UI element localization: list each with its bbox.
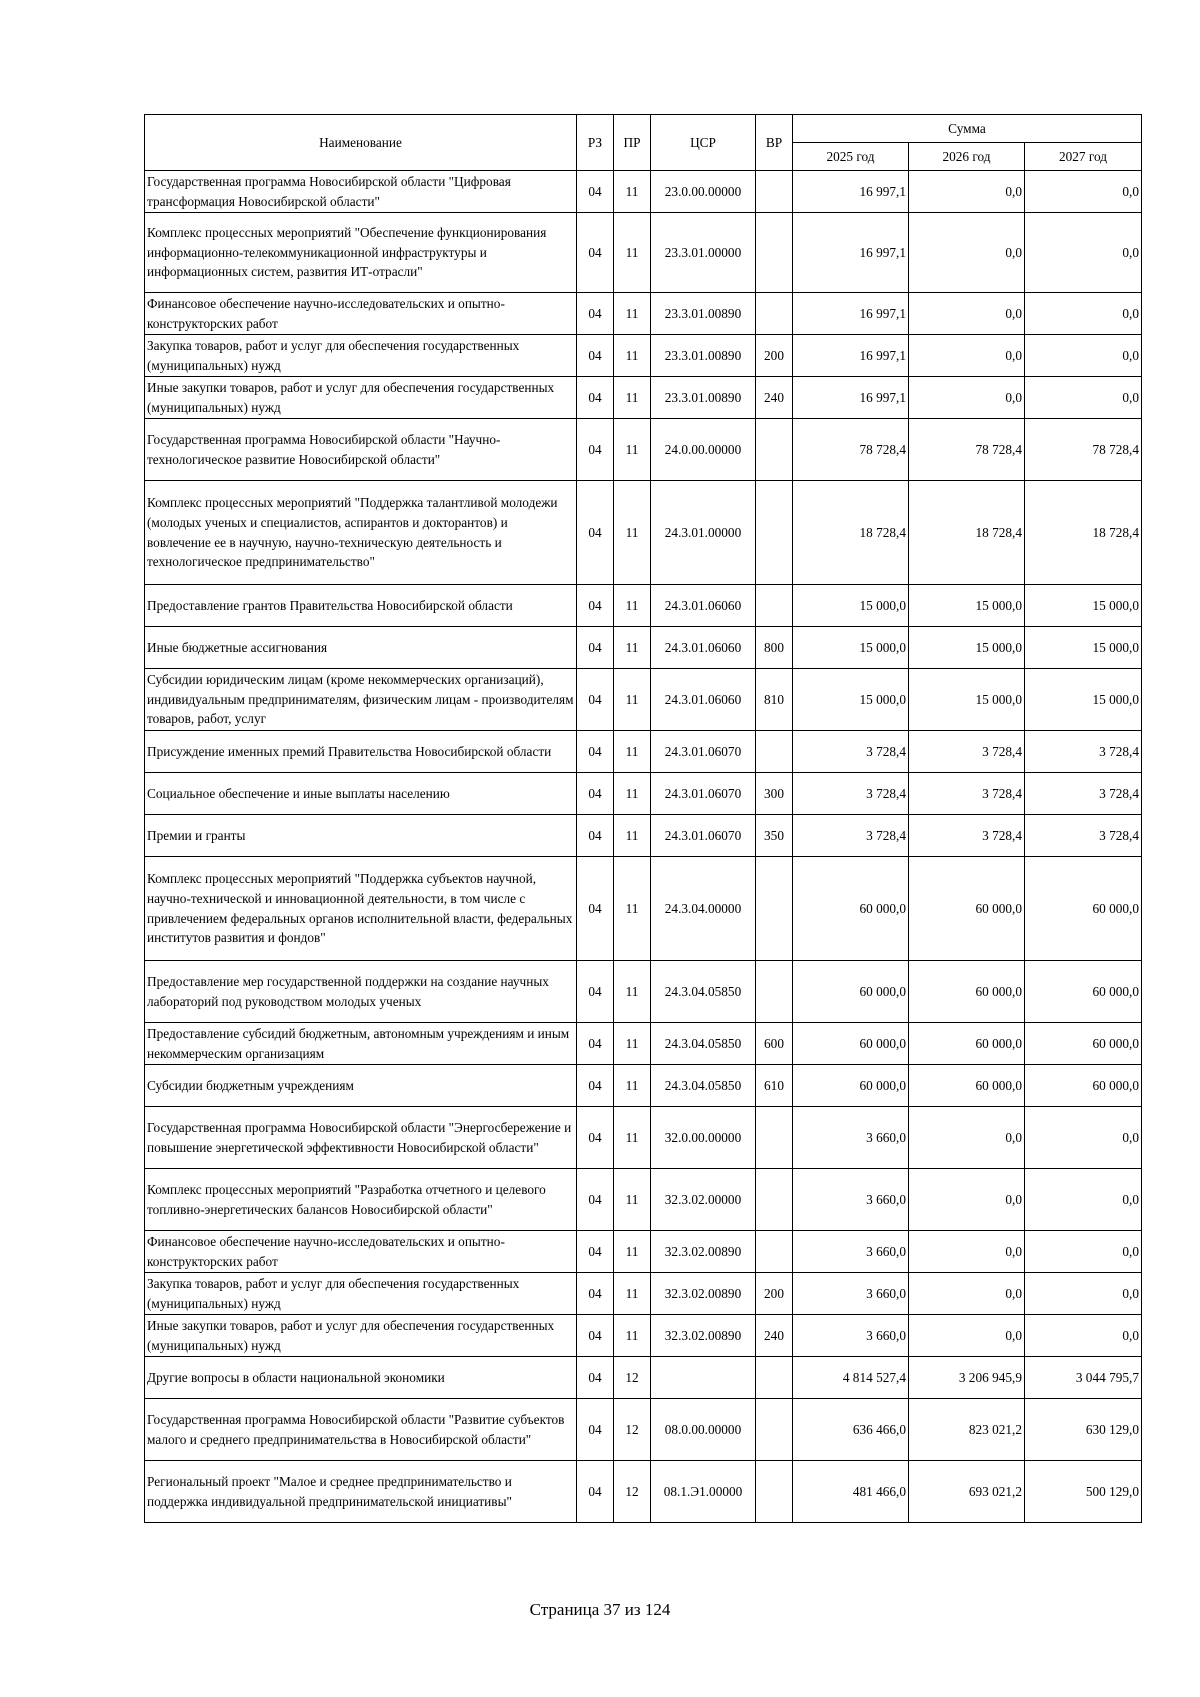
cell-y2025: 481 466,0 [793,1461,909,1523]
cell-y2025: 60 000,0 [793,857,909,961]
cell-vr: 300 [756,773,793,815]
cell-y2027: 0,0 [1025,1273,1142,1315]
cell-y2026: 0,0 [909,1169,1025,1231]
cell-vr [756,857,793,961]
table-row [145,669,1142,731]
cell-vr [756,1169,793,1231]
cell-vr [756,731,793,773]
table-row [145,481,1142,585]
cell-pr: 11 [614,293,651,335]
cell-y2027: 0,0 [1025,1231,1142,1273]
cell-vr: 200 [756,1273,793,1315]
cell-name: Иные закупки товаров, работ и услуг для обеспечения государственных (муниципальных) нужд [145,377,577,419]
cell-name: Субсидии бюджетным учреждениям [145,1065,577,1107]
cell-vr [756,171,793,213]
cell-y2026: 0,0 [909,335,1025,377]
cell-name: Закупка товаров, работ и услуг для обеспечения государственных (муниципальных) нужд [145,335,577,377]
cell-csr: 24.0.00.00000 [651,419,756,481]
cell-rz: 04 [577,419,614,481]
header-sum: Сумма [793,115,1142,143]
cell-name: Финансовое обеспечение научно-исследовательских и опытно-конструкторских работ [145,293,577,335]
cell-y2027: 15 000,0 [1025,669,1142,731]
cell-y2026: 0,0 [909,171,1025,213]
cell-csr: 24.3.04.05850 [651,961,756,1023]
cell-csr: 24.3.01.06070 [651,731,756,773]
cell-y2027: 18 728,4 [1025,481,1142,585]
table-body [145,171,1142,1523]
cell-y2026: 60 000,0 [909,961,1025,1023]
cell-y2027: 500 129,0 [1025,1461,1142,1523]
cell-y2027: 60 000,0 [1025,857,1142,961]
cell-y2025: 16 997,1 [793,213,909,293]
cell-vr [756,1231,793,1273]
cell-y2027: 60 000,0 [1025,961,1142,1023]
cell-vr [756,1399,793,1461]
cell-y2025: 3 728,4 [793,815,909,857]
cell-y2025: 3 728,4 [793,731,909,773]
table-row [145,1461,1142,1523]
cell-rz: 04 [577,1461,614,1523]
table-row [145,961,1142,1023]
cell-rz: 04 [577,669,614,731]
cell-y2025: 16 997,1 [793,171,909,213]
cell-name: Премии и гранты [145,815,577,857]
cell-csr: 23.3.01.00890 [651,293,756,335]
cell-csr: 23.3.01.00890 [651,335,756,377]
table-row [145,1107,1142,1169]
cell-y2026: 3 728,4 [909,773,1025,815]
cell-y2025: 3 660,0 [793,1107,909,1169]
cell-y2027: 3 728,4 [1025,773,1142,815]
cell-y2025: 18 728,4 [793,481,909,585]
cell-pr: 11 [614,171,651,213]
cell-name: Предоставление мер государственной поддержки на создание научных лабораторий под руководством молодых ученых [145,961,577,1023]
cell-vr [756,213,793,293]
cell-pr: 11 [614,961,651,1023]
cell-pr: 11 [614,815,651,857]
cell-y2025: 3 660,0 [793,1169,909,1231]
cell-name: Предоставление субсидий бюджетным, автономным учреждениям и иным некоммерческим организациям [145,1023,577,1065]
cell-pr: 11 [614,335,651,377]
cell-pr: 11 [614,1169,651,1231]
header-vr: ВР [756,115,793,171]
cell-rz: 04 [577,815,614,857]
cell-csr: 24.3.01.06070 [651,773,756,815]
table-row [145,1273,1142,1315]
table-row [145,815,1142,857]
cell-vr: 800 [756,627,793,669]
cell-csr: 32.3.02.00000 [651,1169,756,1231]
cell-rz: 04 [577,171,614,213]
cell-rz: 04 [577,1065,614,1107]
cell-csr: 08.1.Э1.00000 [651,1461,756,1523]
cell-vr: 350 [756,815,793,857]
cell-y2025: 3 660,0 [793,1315,909,1357]
cell-rz: 04 [577,585,614,627]
header-year-2025: 2025 год [793,143,909,171]
cell-y2026: 15 000,0 [909,585,1025,627]
cell-csr: 24.3.04.05850 [651,1023,756,1065]
cell-y2027: 60 000,0 [1025,1065,1142,1107]
cell-y2026: 693 021,2 [909,1461,1025,1523]
cell-y2026: 78 728,4 [909,419,1025,481]
cell-y2026: 823 021,2 [909,1399,1025,1461]
cell-pr: 11 [614,773,651,815]
cell-vr [756,293,793,335]
cell-name: Присуждение именных премий Правительства Новосибирской области [145,731,577,773]
cell-y2026: 15 000,0 [909,627,1025,669]
cell-csr: 24.3.01.06060 [651,585,756,627]
cell-y2027: 3 728,4 [1025,815,1142,857]
cell-y2025: 3 660,0 [793,1231,909,1273]
cell-csr: 24.3.01.06070 [651,815,756,857]
cell-y2025: 3 660,0 [793,1273,909,1315]
cell-pr: 12 [614,1399,651,1461]
table-row [145,419,1142,481]
cell-y2025: 16 997,1 [793,293,909,335]
cell-y2025: 60 000,0 [793,1065,909,1107]
cell-y2026: 0,0 [909,1107,1025,1169]
cell-rz: 04 [577,1315,614,1357]
cell-rz: 04 [577,1107,614,1169]
cell-y2026: 0,0 [909,1315,1025,1357]
cell-rz: 04 [577,773,614,815]
cell-y2025: 636 466,0 [793,1399,909,1461]
cell-name: Государственная программа Новосибирской области "Научно-технологическое развитие Новосибирской области" [145,419,577,481]
cell-name: Государственная программа Новосибирской области "Цифровая трансформация Новосибирской области" [145,171,577,213]
cell-y2027: 0,0 [1025,1169,1142,1231]
cell-name: Финансовое обеспечение научно-исследовательских и опытно-конструкторских работ [145,1231,577,1273]
table-row [145,213,1142,293]
cell-rz: 04 [577,857,614,961]
cell-pr: 11 [614,731,651,773]
cell-name: Предоставление грантов Правительства Новосибирской области [145,585,577,627]
cell-rz: 04 [577,731,614,773]
table-row [145,335,1142,377]
cell-y2025: 16 997,1 [793,377,909,419]
cell-y2027: 0,0 [1025,1107,1142,1169]
cell-name: Иные закупки товаров, работ и услуг для обеспечения государственных (муниципальных) нужд [145,1315,577,1357]
table-row [145,731,1142,773]
cell-y2025: 15 000,0 [793,585,909,627]
cell-y2027: 3 044 795,7 [1025,1357,1142,1399]
table-row [145,1399,1142,1461]
cell-rz: 04 [577,213,614,293]
cell-rz: 04 [577,1357,614,1399]
cell-vr [756,481,793,585]
cell-csr: 32.3.02.00890 [651,1273,756,1315]
cell-y2026: 0,0 [909,377,1025,419]
cell-y2026: 0,0 [909,1273,1025,1315]
cell-csr: 08.0.00.00000 [651,1399,756,1461]
cell-y2025: 4 814 527,4 [793,1357,909,1399]
cell-vr [756,1461,793,1523]
cell-csr: 32.3.02.00890 [651,1231,756,1273]
cell-y2025: 78 728,4 [793,419,909,481]
table-row [145,293,1142,335]
cell-y2026: 60 000,0 [909,857,1025,961]
cell-y2025: 3 728,4 [793,773,909,815]
cell-y2026: 3 728,4 [909,731,1025,773]
cell-y2027: 15 000,0 [1025,585,1142,627]
cell-y2027: 0,0 [1025,293,1142,335]
cell-y2027: 0,0 [1025,335,1142,377]
cell-name: Комплекс процессных мероприятий "Поддержка талантливой молодежи (молодых ученых и специалистов, аспирантов и докторантов) и вовлечение ее в научную, научно-техническую деятельность и технологическое предпринимательство" [145,481,577,585]
cell-csr: 24.3.01.00000 [651,481,756,585]
cell-y2027: 0,0 [1025,1315,1142,1357]
cell-pr: 11 [614,627,651,669]
cell-y2026: 60 000,0 [909,1065,1025,1107]
cell-rz: 04 [577,1231,614,1273]
cell-rz: 04 [577,1399,614,1461]
cell-csr: 24.3.01.06060 [651,669,756,731]
cell-pr: 11 [614,585,651,627]
cell-y2027: 78 728,4 [1025,419,1142,481]
cell-vr: 610 [756,1065,793,1107]
cell-y2025: 16 997,1 [793,335,909,377]
table-row [145,1231,1142,1273]
table-row [145,773,1142,815]
budget-table [144,114,1142,1523]
cell-y2026: 3 728,4 [909,815,1025,857]
cell-pr: 11 [614,481,651,585]
header-csr: ЦСР [651,115,756,171]
cell-y2025: 15 000,0 [793,627,909,669]
cell-csr: 23.3.01.00000 [651,213,756,293]
table-row [145,1023,1142,1065]
cell-pr: 11 [614,1107,651,1169]
cell-csr [651,1357,756,1399]
cell-name: Региональный проект "Малое и среднее предпринимательство и поддержка индивидуальной предпринимательской инициативы" [145,1461,577,1523]
cell-pr: 11 [614,1273,651,1315]
cell-y2027: 15 000,0 [1025,627,1142,669]
cell-vr [756,1357,793,1399]
cell-rz: 04 [577,961,614,1023]
table-row [145,1357,1142,1399]
cell-name: Комплекс процессных мероприятий "Поддержка субъектов научной, научно-технической и инновационной деятельности, в том числе с привлечением федеральных органов исполнительной власти, федеральных институтов развития и фондов" [145,857,577,961]
cell-y2025: 15 000,0 [793,669,909,731]
cell-rz: 04 [577,481,614,585]
cell-vr: 240 [756,377,793,419]
cell-rz: 04 [577,1169,614,1231]
header-name: Наименование [145,115,577,171]
page-number: Страница 37 из 124 [529,1600,671,1619]
cell-pr: 12 [614,1357,651,1399]
cell-y2026: 15 000,0 [909,669,1025,731]
cell-pr: 11 [614,1231,651,1273]
cell-rz: 04 [577,1273,614,1315]
header-rz: РЗ [577,115,614,171]
header-year-2027: 2027 год [1025,143,1142,171]
cell-y2027: 630 129,0 [1025,1399,1142,1461]
header-year-2026: 2026 год [909,143,1025,171]
cell-pr: 11 [614,1065,651,1107]
cell-name: Комплекс процессных мероприятий "Разработка отчетного и целевого топливно-энергетических балансов Новосибирской области" [145,1169,577,1231]
cell-rz: 04 [577,293,614,335]
cell-y2027: 0,0 [1025,377,1142,419]
cell-pr: 11 [614,1023,651,1065]
cell-pr: 11 [614,669,651,731]
cell-rz: 04 [577,627,614,669]
table-row [145,627,1142,669]
cell-csr: 23.3.01.00890 [651,377,756,419]
cell-rz: 04 [577,335,614,377]
cell-pr: 11 [614,857,651,961]
cell-vr: 810 [756,669,793,731]
cell-y2027: 0,0 [1025,171,1142,213]
cell-y2026: 0,0 [909,1231,1025,1273]
cell-name: Государственная программа Новосибирской области "Развитие субъектов малого и среднего предпринимательства в Новосибирской области" [145,1399,577,1461]
cell-csr: 24.3.04.00000 [651,857,756,961]
cell-vr: 200 [756,335,793,377]
cell-pr: 11 [614,419,651,481]
cell-y2025: 60 000,0 [793,1023,909,1065]
cell-vr [756,419,793,481]
cell-vr [756,585,793,627]
cell-name: Комплекс процессных мероприятий "Обеспечение функционирования информационно-телекоммуникационной инфраструктуры и информационных систем, развития ИТ-отрасли" [145,213,577,293]
cell-name: Иные бюджетные ассигнования [145,627,577,669]
cell-y2026: 60 000,0 [909,1023,1025,1065]
table-row [145,1169,1142,1231]
cell-rz: 04 [577,377,614,419]
cell-name: Субсидии юридическим лицам (кроме некоммерческих организаций), индивидуальным предпринимателям, физическим лицам - производителям товаров, работ, услуг [145,669,577,731]
table-row [145,1065,1142,1107]
cell-vr [756,961,793,1023]
cell-y2026: 3 206 945,9 [909,1357,1025,1399]
cell-name: Социальное обеспечение и иные выплаты населению [145,773,577,815]
cell-y2026: 0,0 [909,213,1025,293]
cell-rz: 04 [577,1023,614,1065]
cell-pr: 11 [614,213,651,293]
table-row [145,857,1142,961]
cell-csr: 23.0.00.00000 [651,171,756,213]
table-row [145,377,1142,419]
cell-y2025: 60 000,0 [793,961,909,1023]
cell-name: Государственная программа Новосибирской области "Энергосбережение и повышение энергетической эффективности Новосибирской области" [145,1107,577,1169]
cell-y2027: 60 000,0 [1025,1023,1142,1065]
cell-y2027: 3 728,4 [1025,731,1142,773]
table-row [145,585,1142,627]
cell-name: Другие вопросы в области национальной экономики [145,1357,577,1399]
cell-y2026: 0,0 [909,293,1025,335]
header-pr: ПР [614,115,651,171]
cell-vr [756,1107,793,1169]
cell-y2027: 0,0 [1025,213,1142,293]
cell-pr: 11 [614,1315,651,1357]
table-row [145,171,1142,213]
cell-vr: 600 [756,1023,793,1065]
cell-vr: 240 [756,1315,793,1357]
cell-csr: 24.3.04.05850 [651,1065,756,1107]
cell-name: Закупка товаров, работ и услуг для обеспечения государственных (муниципальных) нужд [145,1273,577,1315]
cell-csr: 32.0.00.00000 [651,1107,756,1169]
cell-csr: 32.3.02.00890 [651,1315,756,1357]
table-row [145,1315,1142,1357]
cell-pr: 11 [614,377,651,419]
cell-y2026: 18 728,4 [909,481,1025,585]
cell-pr: 12 [614,1461,651,1523]
cell-csr: 24.3.01.06060 [651,627,756,669]
